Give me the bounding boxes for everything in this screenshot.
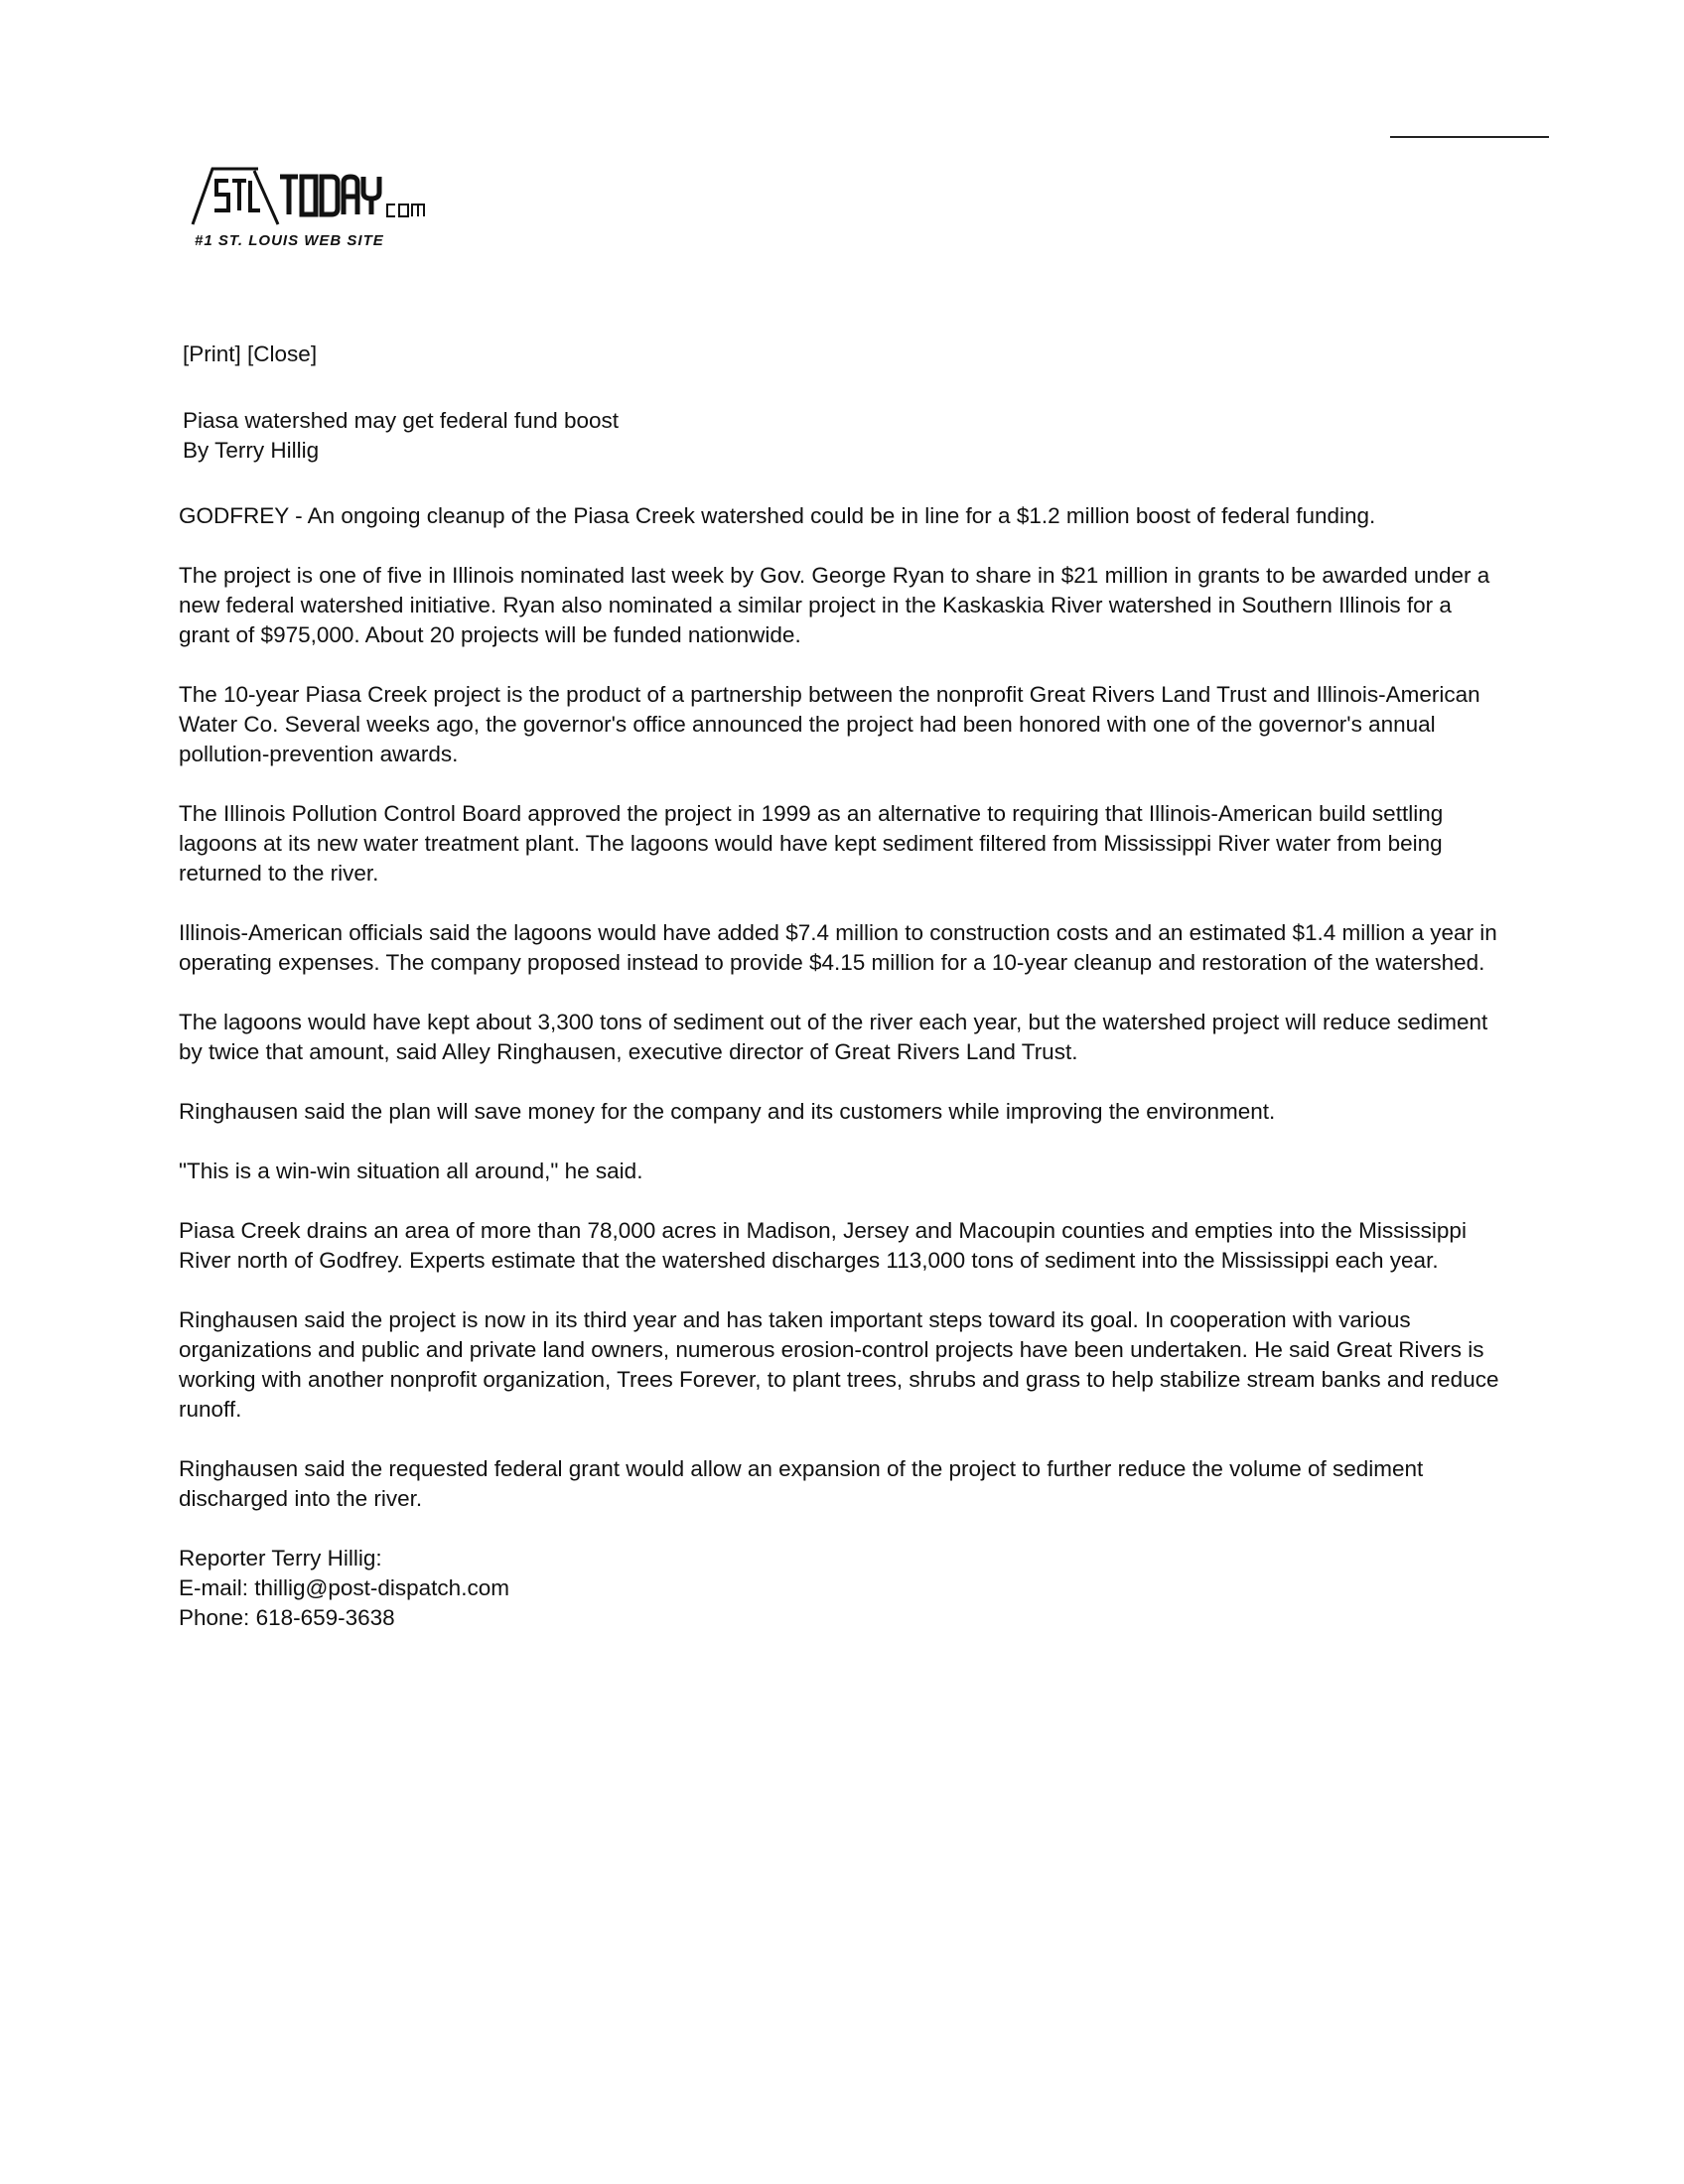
logo-tagline: #1 ST. LOUIS WEB SITE bbox=[195, 232, 384, 249]
article-paragraph: Ringhausen said the plan will save money for the company and its customers while improving the environment. bbox=[179, 1099, 1276, 1124]
article-content bbox=[179, 340, 1499, 1633]
article-paragraph: The 10-year Piasa Creek project is the product of a partnership between the nonprofit Great Rivers Land Trust and Illinois-American Water Co. Several weeks ago, the governor's office announced the project had been honored with one of the governor's annual pollution-prevention awards. bbox=[179, 682, 1480, 766]
top-rule bbox=[1390, 136, 1549, 138]
article-paragraph: GODFREY - An ongoing cleanup of the Piasa Creek watershed could be in line for a $1.2 million boost of federal funding. bbox=[179, 503, 1376, 528]
article-paragraph: The project is one of five in Illinois nominated last week by Gov. George Ryan to share in $21 million in grants to be awarded under a new federal watershed initiative. Ryan also nominated a similar project in the Kaskaskia River watershed in Southern Illinois for a grant of $975,000. About 20 projects will be funded nationwide. bbox=[179, 563, 1490, 647]
article-paragraph: The lagoons would have kept about 3,300 tons of sediment out of the river each year, but the watershed project will reduce sediment by twice that amount, said Alley Ringhausen, executive director of Great Rivers Land Trust. bbox=[179, 1010, 1488, 1064]
reporter-name: Reporter Terry Hillig: bbox=[179, 1546, 382, 1570]
print-link[interactable]: [Print] bbox=[183, 341, 241, 366]
article-paragraph: Piasa Creek drains an area of more than 78,000 acres in Madison, Jersey and Macoupin counties and empties into the Mississippi River north of Godfrey. Experts estimate that the watershed discharges 113,000 tons of sediment into the Mississippi each year. bbox=[179, 1218, 1467, 1273]
article-paragraph: Ringhausen said the requested federal grant would allow an expansion of the project to further reduce the volume of sediment discharged into the river. bbox=[179, 1456, 1424, 1511]
reporter-phone: Phone: 618-659-3638 bbox=[179, 1605, 395, 1630]
article-paragraph: "This is a win-win situation all around," he said. bbox=[179, 1159, 643, 1183]
article-paragraph: Ringhausen said the project is now in its third year and has taken important steps toward its goal. In cooperation with various organizations and public and private land owners, numerous erosion-control projects have been undertaken. He said Great Rivers is working with another nonprofit organization, Trees Forever, to plant trees, shrubs and grass to help stabilize stream banks and reduce runoff. bbox=[179, 1307, 1499, 1422]
article-paragraph: Illinois-American officials said the lagoons would have added $7.4 million to construction costs and an estimated $1.4 million a year in operating expenses. The company proposed instead to provide $4.15 million for a 10-year cleanup and restoration of the watershed. bbox=[179, 920, 1497, 975]
article-paragraph: The Illinois Pollution Control Board approved the project in 1999 as an alternative to requiring that Illinois-American build settling lagoons at its new water treatment plant. The lagoons would have kept sediment filtered from Mississippi River water from being returned to the river. bbox=[179, 801, 1444, 886]
site-logo bbox=[189, 159, 447, 249]
reporter-contact bbox=[179, 1544, 1499, 1633]
reporter-email: E-mail: thillig@post-dispatch.com bbox=[179, 1575, 509, 1600]
close-link[interactable]: [Close] bbox=[247, 341, 318, 366]
article-byline: By Terry Hillig bbox=[183, 438, 320, 463]
article-headline: Piasa watershed may get federal fund boost bbox=[183, 408, 620, 433]
print-close-nav bbox=[183, 340, 1499, 369]
stltoday-logo-icon bbox=[189, 159, 427, 228]
